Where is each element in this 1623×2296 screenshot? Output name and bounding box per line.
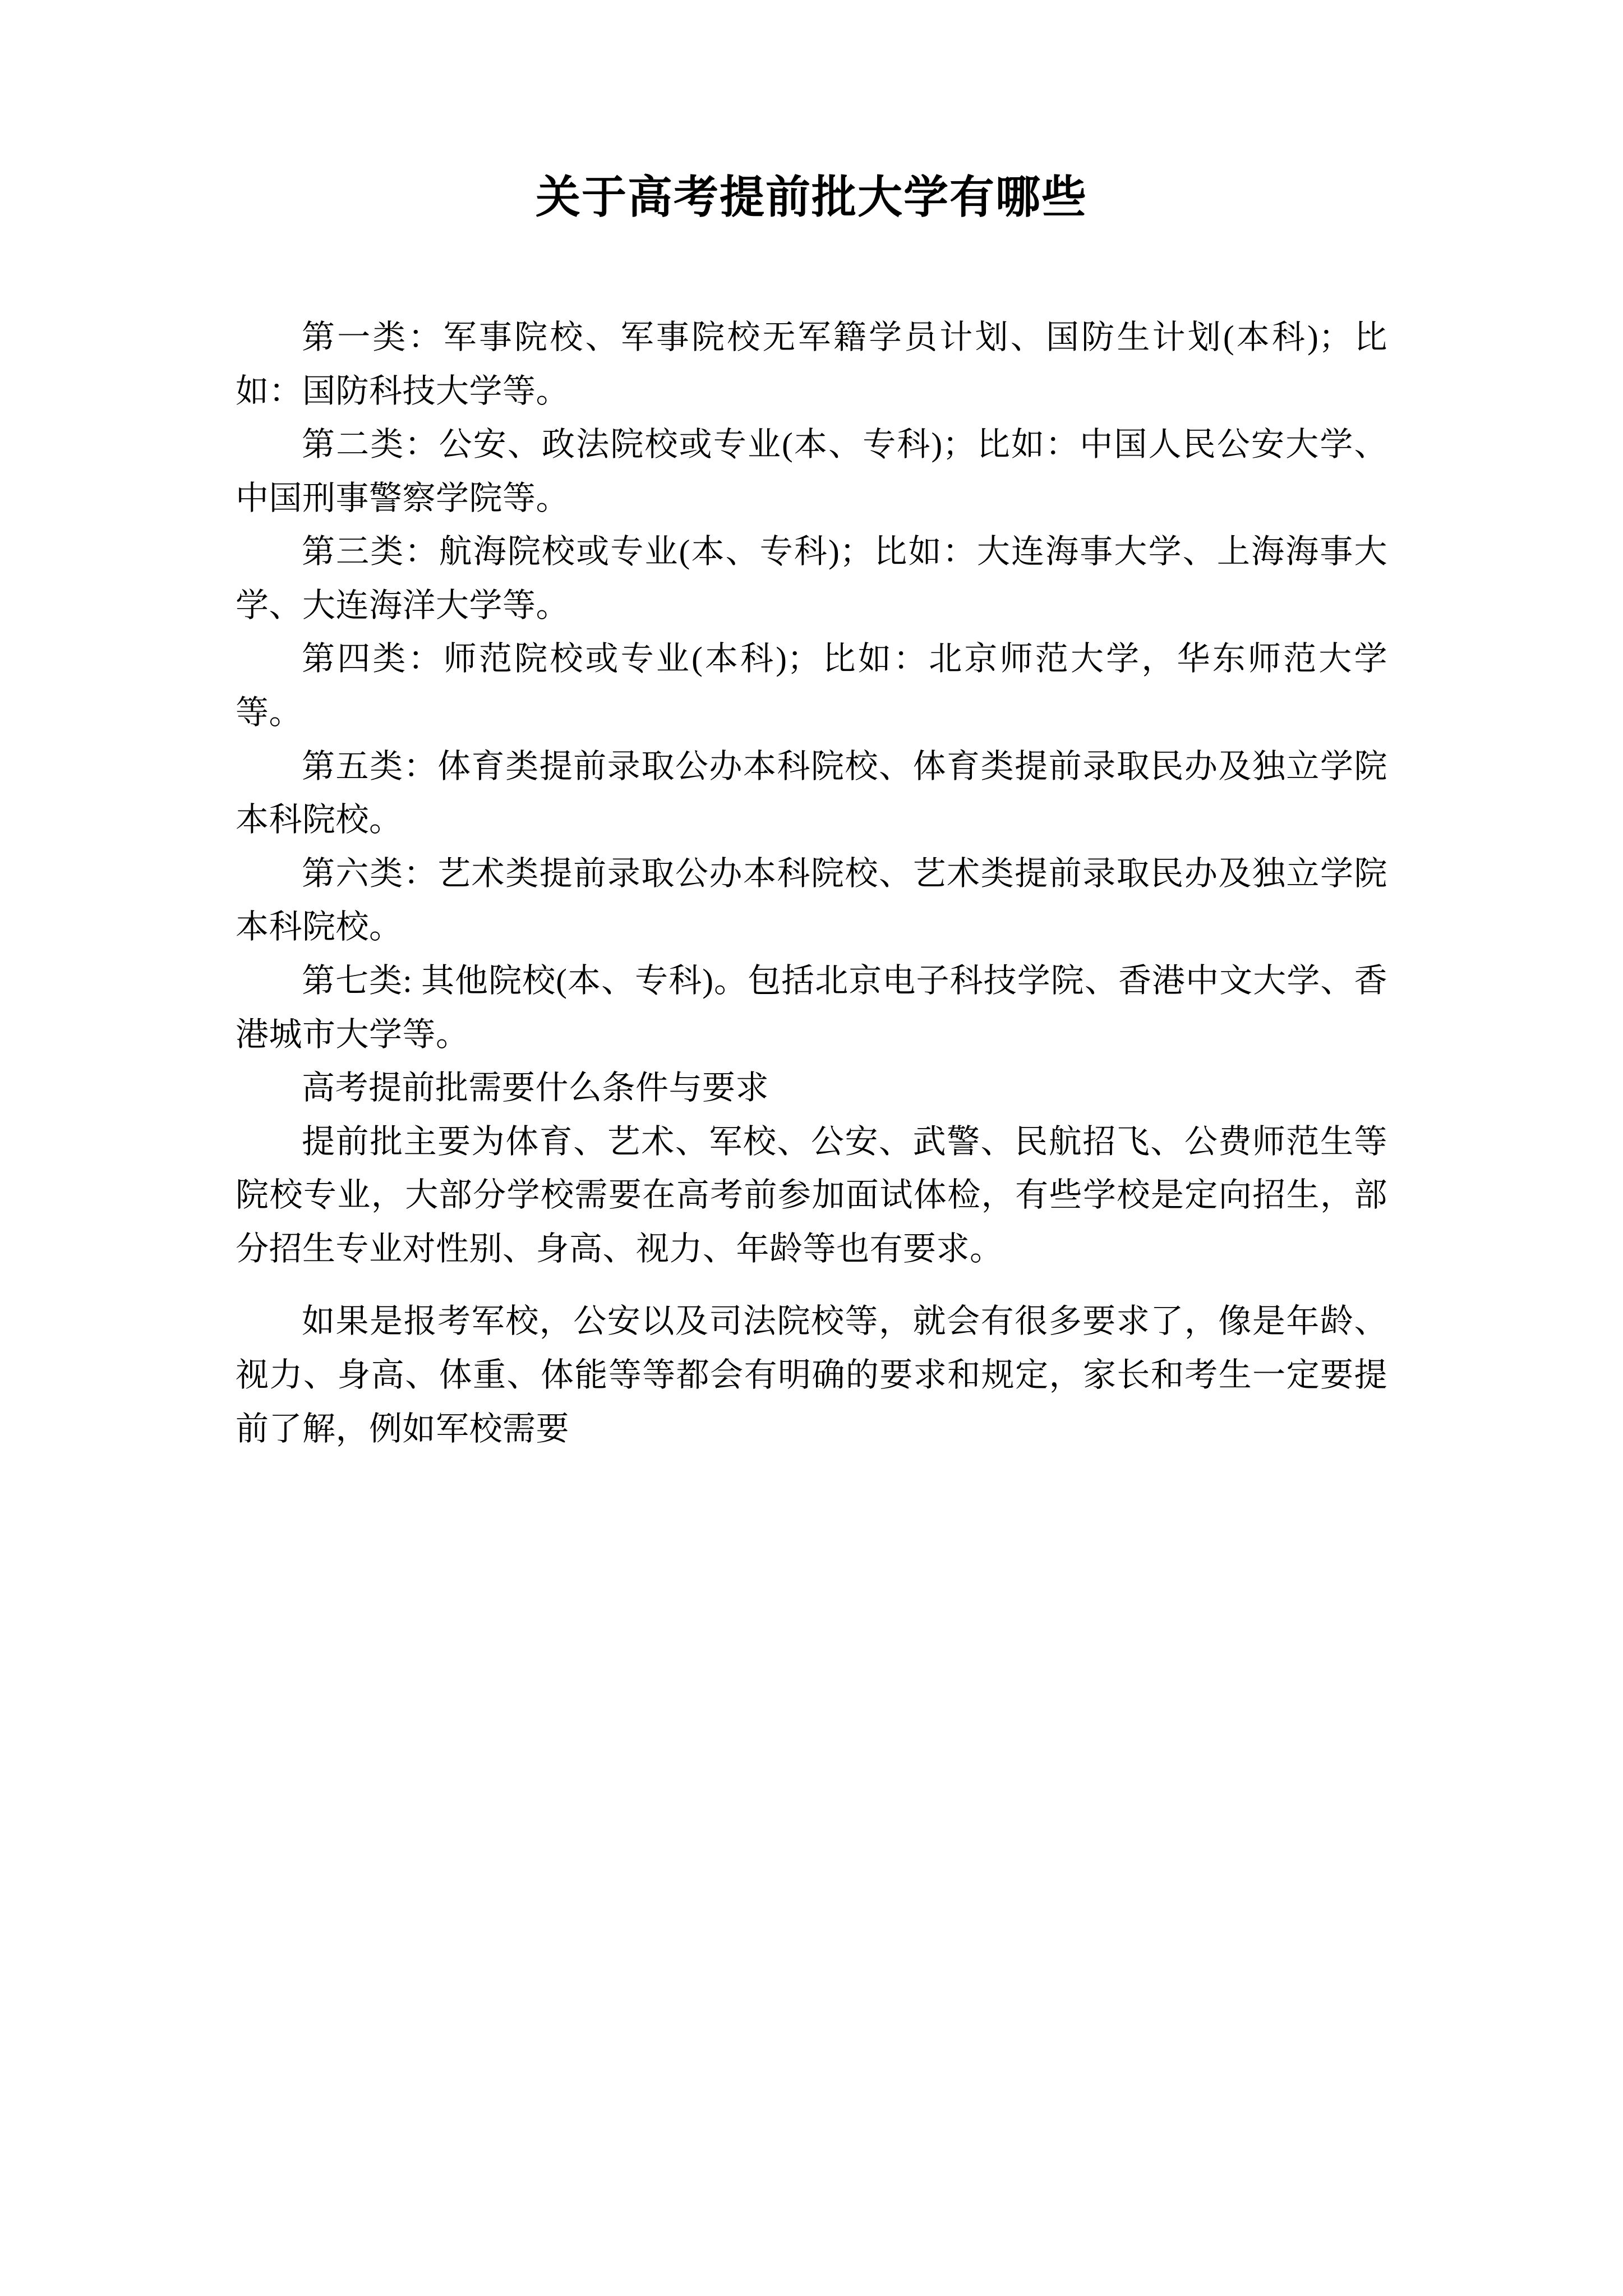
paragraph-category-4: 第四类：师范院校或专业(本科)；比如：北京师范大学，华东师范大学等。 <box>236 640 1387 731</box>
paragraph-category-6: 第六类：艺术类提前录取公办本科院校、艺术类提前录取民办及独立学院本科院校。 <box>236 854 1387 946</box>
paragraph-category-7: 第七类: 其他院校(本、专科)。包括北京电子科技学院、香港中文大学、香港城市大学等。 <box>236 961 1387 1053</box>
paragraph-category-3: 第三类：航海院校或专业(本、专科)；比如：大连海事大学、上海海事大学、大连海洋大学等。 <box>236 533 1387 624</box>
paragraph-category-2: 第二类：公安、政法院校或专业(本、专科)；比如：中国人民公安大学、中国刑事警察学院等。 <box>236 426 1387 517</box>
document-body <box>236 311 1387 1456</box>
subheading-requirements: 高考提前批需要什么条件与要求 <box>302 1069 769 1107</box>
paragraph-requirements-detail: 如果是报考军校，公安以及司法院校等，就会有很多要求了，像是年龄、视力、身高、体重、体能等等都会有明确的要求和规定，家长和考生一定要提前了解，例如军校需要 <box>236 1303 1387 1447</box>
paragraph-category-1: 第一类：军事院校、军事院校无军籍学员计划、国防生计划(本科)；比如：国防科技大学等。 <box>236 319 1387 409</box>
paragraph-requirements-overview: 提前批主要为体育、艺术、军校、公安、武警、民航招飞、公费师范生等院校专业，大部分学校需要在高考前参加面试体检，有些学校是定向招生，部分招生专业对性别、身高、视力、年龄等也有要求。 <box>236 1122 1387 1267</box>
page-title: 关于高考提前批大学有哪些 <box>536 172 1087 222</box>
paragraph-category-5: 第五类：体育类提前录取公办本科院校、体育类提前录取民办及独立学院本科院校。 <box>236 747 1387 839</box>
